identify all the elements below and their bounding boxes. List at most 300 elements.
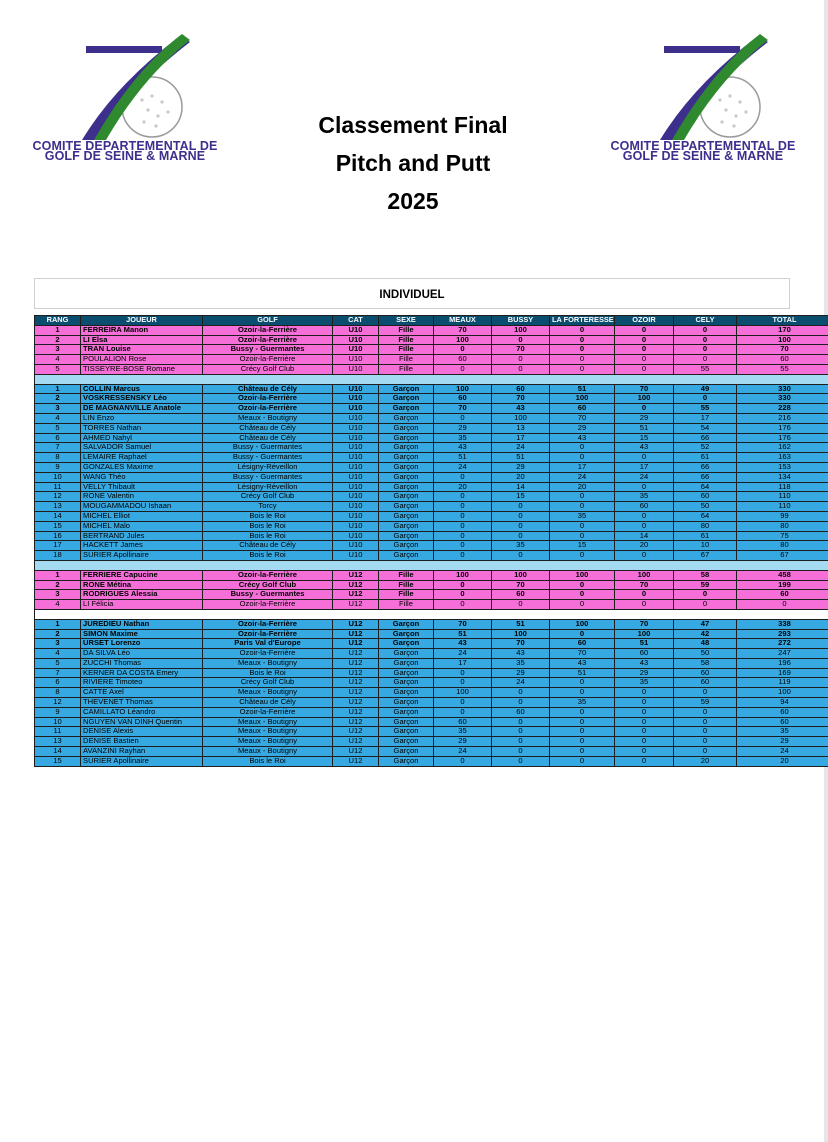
table-cell: 50 bbox=[674, 502, 737, 512]
table-row bbox=[35, 698, 828, 708]
table-cell: 0 bbox=[434, 413, 492, 423]
table-cell: 70 bbox=[615, 580, 674, 590]
group-separator bbox=[35, 560, 828, 570]
table-cell: 170 bbox=[737, 325, 828, 335]
table-cell: 0 bbox=[492, 531, 550, 541]
column-header: CELY bbox=[674, 316, 737, 326]
table-cell: 0 bbox=[434, 600, 492, 610]
table-cell: U12 bbox=[333, 678, 379, 688]
table-cell: 66 bbox=[674, 472, 737, 482]
table-cell: 0 bbox=[550, 551, 615, 561]
table-cell: 0 bbox=[434, 707, 492, 717]
table-cell: 8 bbox=[35, 453, 81, 463]
table-cell: 52 bbox=[674, 443, 737, 453]
column-header: GOLF bbox=[203, 316, 333, 326]
separator-cell bbox=[35, 560, 828, 570]
table-cell: 3 bbox=[35, 404, 81, 414]
table-cell: Château de Cély bbox=[203, 541, 333, 551]
table-cell: 24 bbox=[737, 747, 828, 757]
table-cell: 15 bbox=[35, 521, 81, 531]
table-cell: RONE Métina bbox=[81, 580, 203, 590]
title-line2: Pitch and Putt bbox=[335, 150, 491, 176]
table-cell: 0 bbox=[492, 698, 550, 708]
table-cell: 0 bbox=[674, 325, 737, 335]
table-cell: 58 bbox=[674, 570, 737, 580]
table-cell: 100 bbox=[492, 413, 550, 423]
table-cell: 4 bbox=[35, 600, 81, 610]
table-cell: 13 bbox=[492, 423, 550, 433]
table-cell: 1 bbox=[35, 384, 81, 394]
table-cell: 118 bbox=[737, 482, 828, 492]
table-cell: Ozoir-la-Ferrière bbox=[203, 649, 333, 659]
table-cell: Garçon bbox=[379, 404, 434, 414]
table-cell: 17 bbox=[434, 658, 492, 668]
table-cell: Garçon bbox=[379, 649, 434, 659]
table-cell: U12 bbox=[333, 688, 379, 698]
table-cell: U10 bbox=[333, 443, 379, 453]
table-cell: 1 bbox=[35, 570, 81, 580]
table-cell: 0 bbox=[434, 521, 492, 531]
table-cell: Bois le Roi bbox=[203, 756, 333, 766]
table-cell: 60 bbox=[550, 404, 615, 414]
table-cell: Bois le Roi bbox=[203, 668, 333, 678]
table-row bbox=[35, 482, 828, 492]
table-cell: U10 bbox=[333, 462, 379, 472]
logo-caption-line2: GOLF DE SEINE & MARNE bbox=[622, 149, 784, 163]
table-cell: 43 bbox=[434, 639, 492, 649]
table-cell: 49 bbox=[674, 384, 737, 394]
table-cell: GONZALES Maxime bbox=[81, 462, 203, 472]
table-cell: U10 bbox=[333, 384, 379, 394]
table-cell: 59 bbox=[674, 698, 737, 708]
table-row bbox=[35, 649, 828, 659]
column-header: CAT bbox=[333, 316, 379, 326]
table-cell: 47 bbox=[674, 619, 737, 629]
table-cell: Lésigny-Réveillon bbox=[203, 482, 333, 492]
table-cell: U10 bbox=[333, 453, 379, 463]
table-cell: Garçon bbox=[379, 482, 434, 492]
table-cell: Garçon bbox=[379, 511, 434, 521]
table-cell: Fille bbox=[379, 355, 434, 365]
committee-logo-right bbox=[608, 30, 798, 170]
table-cell: 196 bbox=[737, 658, 828, 668]
table-cell: 17 bbox=[615, 462, 674, 472]
table-cell: 7 bbox=[35, 443, 81, 453]
table-cell: U12 bbox=[333, 737, 379, 747]
table-cell: Ozoir-la-Ferrière bbox=[203, 325, 333, 335]
table-cell: 12 bbox=[35, 698, 81, 708]
table-cell: 100 bbox=[434, 335, 492, 345]
table-cell: 20 bbox=[492, 472, 550, 482]
table-row bbox=[35, 521, 828, 531]
table-cell: TRAN Louise bbox=[81, 345, 203, 355]
table-cell: 18 bbox=[35, 551, 81, 561]
table-cell: 29 bbox=[434, 737, 492, 747]
logo-caption bbox=[608, 141, 798, 161]
table-cell: 55 bbox=[737, 364, 828, 374]
table-cell: 4 bbox=[35, 413, 81, 423]
table-cell: 3 bbox=[35, 590, 81, 600]
table-cell: Garçon bbox=[379, 423, 434, 433]
table-cell: 0 bbox=[492, 747, 550, 757]
table-row bbox=[35, 727, 828, 737]
table-cell: U10 bbox=[333, 482, 379, 492]
table-cell: 0 bbox=[674, 717, 737, 727]
table-cell: Bussy - Guermantes bbox=[203, 472, 333, 482]
table-cell: 15 bbox=[35, 756, 81, 766]
table-cell: Meaux - Boutigny bbox=[203, 747, 333, 757]
table-cell: 0 bbox=[674, 600, 737, 610]
table-cell: 60 bbox=[550, 639, 615, 649]
table-cell: 17 bbox=[550, 462, 615, 472]
table-cell: 60 bbox=[434, 717, 492, 727]
table-cell: 0 bbox=[550, 443, 615, 453]
table-cell: 293 bbox=[737, 629, 828, 639]
table-cell: U12 bbox=[333, 600, 379, 610]
table-row bbox=[35, 639, 828, 649]
table-cell: 100 bbox=[492, 570, 550, 580]
table-cell: 70 bbox=[737, 345, 828, 355]
table-row bbox=[35, 619, 828, 629]
table-cell: Fille bbox=[379, 600, 434, 610]
table-cell: Ozoir-la-Ferrière bbox=[203, 600, 333, 610]
table-cell: 29 bbox=[615, 413, 674, 423]
table-cell: AVANZINI Rayhan bbox=[81, 747, 203, 757]
standings-table bbox=[34, 315, 828, 767]
table-cell: 60 bbox=[674, 492, 737, 502]
table-cell: DENISE Alexis bbox=[81, 727, 203, 737]
table-cell: 80 bbox=[737, 541, 828, 551]
table-cell: 60 bbox=[434, 394, 492, 404]
table-cell: 0 bbox=[615, 747, 674, 757]
table-cell: Bois le Roi bbox=[203, 551, 333, 561]
table-cell: 0 bbox=[615, 404, 674, 414]
table-cell: 162 bbox=[737, 443, 828, 453]
table-cell: 67 bbox=[737, 551, 828, 561]
table-cell: 0 bbox=[434, 551, 492, 561]
table-cell: POULALION Rose bbox=[81, 355, 203, 365]
table-cell: 15 bbox=[615, 433, 674, 443]
table-cell: 17 bbox=[674, 413, 737, 423]
table-cell: 0 bbox=[434, 580, 492, 590]
table-cell: Crécy Golf Club bbox=[203, 364, 333, 374]
table-cell: 60 bbox=[615, 649, 674, 659]
table-row bbox=[35, 492, 828, 502]
table-cell: BERTRAND Jules bbox=[81, 531, 203, 541]
table-cell: 43 bbox=[550, 433, 615, 443]
table-cell: 59 bbox=[674, 580, 737, 590]
table-cell: 80 bbox=[737, 521, 828, 531]
table-cell: U10 bbox=[333, 345, 379, 355]
table-cell: U12 bbox=[333, 668, 379, 678]
table-row bbox=[35, 394, 828, 404]
table-cell: Garçon bbox=[379, 727, 434, 737]
table-cell: 50 bbox=[674, 649, 737, 659]
table-cell: 0 bbox=[550, 707, 615, 717]
table-cell: 58 bbox=[674, 658, 737, 668]
table-cell: Château de Cély bbox=[203, 433, 333, 443]
table-cell: 8 bbox=[35, 688, 81, 698]
table-cell: 330 bbox=[737, 384, 828, 394]
table-cell: 35 bbox=[550, 698, 615, 708]
table-cell: 0 bbox=[550, 345, 615, 355]
table-cell: FERREIRA Manon bbox=[81, 325, 203, 335]
column-header: TOTAL bbox=[737, 316, 828, 326]
table-cell: 0 bbox=[615, 600, 674, 610]
table-cell: U10 bbox=[333, 551, 379, 561]
table-cell: 0 bbox=[615, 511, 674, 521]
table-row bbox=[35, 629, 828, 639]
title-line3: 2025 bbox=[387, 188, 439, 214]
table-cell: 9 bbox=[35, 707, 81, 717]
table-cell: DENISE Bastien bbox=[81, 737, 203, 747]
table-cell: 0 bbox=[434, 345, 492, 355]
table-cell: 0 bbox=[550, 364, 615, 374]
table-cell: U12 bbox=[333, 590, 379, 600]
table-cell: Meaux - Boutigny bbox=[203, 413, 333, 423]
table-cell: 110 bbox=[737, 502, 828, 512]
logo-caption-line1: COMITE DEPARTEMENTAL DE bbox=[610, 139, 796, 153]
table-cell: 43 bbox=[434, 443, 492, 453]
table-row bbox=[35, 423, 828, 433]
table-cell: 0 bbox=[492, 688, 550, 698]
table-row bbox=[35, 384, 828, 394]
table-cell: 0 bbox=[615, 345, 674, 355]
table-cell: Garçon bbox=[379, 688, 434, 698]
table-cell: 43 bbox=[492, 649, 550, 659]
table-cell: 64 bbox=[674, 482, 737, 492]
table-cell: MOUGAMMADOU Ishaan bbox=[81, 502, 203, 512]
table-row bbox=[35, 668, 828, 678]
table-cell: 11 bbox=[35, 482, 81, 492]
table-cell: 100 bbox=[550, 570, 615, 580]
table-row bbox=[35, 345, 828, 355]
table-cell: 43 bbox=[492, 404, 550, 414]
table-cell: TISSEYRE-BOSE Romane bbox=[81, 364, 203, 374]
table-cell: 0 bbox=[492, 335, 550, 345]
table-cell: U12 bbox=[333, 570, 379, 580]
table-cell: U12 bbox=[333, 707, 379, 717]
table-cell: 0 bbox=[434, 511, 492, 521]
table-cell: Paris Val d'Europe bbox=[203, 639, 333, 649]
table-row bbox=[35, 580, 828, 590]
table-cell: 12 bbox=[35, 492, 81, 502]
table-cell: 24 bbox=[615, 472, 674, 482]
page-title bbox=[240, 106, 586, 220]
table-cell: 61 bbox=[674, 531, 737, 541]
table-cell: SURIER Apollinaire bbox=[81, 551, 203, 561]
table-cell: 7 bbox=[35, 668, 81, 678]
table-cell: 60 bbox=[492, 707, 550, 717]
table-cell: U12 bbox=[333, 619, 379, 629]
table-cell: Garçon bbox=[379, 453, 434, 463]
table-cell: Crécy Golf Club bbox=[203, 492, 333, 502]
table-cell: 100 bbox=[434, 570, 492, 580]
table-cell: Bussy - Guermantes bbox=[203, 443, 333, 453]
table-row bbox=[35, 335, 828, 345]
table-cell: 119 bbox=[737, 678, 828, 688]
table-cell: 169 bbox=[737, 668, 828, 678]
table-cell: 0 bbox=[550, 590, 615, 600]
column-header: OZOIR bbox=[615, 316, 674, 326]
table-row bbox=[35, 747, 828, 757]
table-cell: Bussy - Guermantes bbox=[203, 453, 333, 463]
table-cell: 176 bbox=[737, 423, 828, 433]
table-cell: U10 bbox=[333, 492, 379, 502]
table-cell: 2 bbox=[35, 629, 81, 639]
title-line1: Classement Final bbox=[318, 112, 508, 138]
table-cell: U10 bbox=[333, 355, 379, 365]
header-row bbox=[35, 316, 828, 326]
table-row bbox=[35, 453, 828, 463]
table-cell: 60 bbox=[492, 384, 550, 394]
table-cell: 14 bbox=[35, 747, 81, 757]
table-cell: 153 bbox=[737, 462, 828, 472]
table-cell: 35 bbox=[492, 658, 550, 668]
table-cell: 6 bbox=[35, 433, 81, 443]
table-cell: 0 bbox=[615, 482, 674, 492]
table-cell: 0 bbox=[434, 364, 492, 374]
table-cell: Garçon bbox=[379, 443, 434, 453]
table-cell: Crécy Golf Club bbox=[203, 580, 333, 590]
table-cell: U10 bbox=[333, 423, 379, 433]
table-cell: 70 bbox=[492, 639, 550, 649]
table-cell: 20 bbox=[737, 756, 828, 766]
table-cell: 330 bbox=[737, 394, 828, 404]
table-cell: ZUCCHI Thomas bbox=[81, 658, 203, 668]
table-cell: 70 bbox=[434, 404, 492, 414]
table-cell: 0 bbox=[615, 325, 674, 335]
table-cell: Fille bbox=[379, 580, 434, 590]
table-cell: 0 bbox=[615, 551, 674, 561]
table-cell: Garçon bbox=[379, 384, 434, 394]
table-cell: U10 bbox=[333, 394, 379, 404]
table-cell: 0 bbox=[492, 511, 550, 521]
table-cell: U12 bbox=[333, 580, 379, 590]
table-cell: JUREDIEU Nathan bbox=[81, 619, 203, 629]
table-row bbox=[35, 551, 828, 561]
table-row bbox=[35, 472, 828, 482]
table-cell: 14 bbox=[492, 482, 550, 492]
table-cell: 100 bbox=[737, 688, 828, 698]
table-cell: 60 bbox=[674, 678, 737, 688]
table-row bbox=[35, 570, 828, 580]
table-cell: RIVIERE Timoteo bbox=[81, 678, 203, 688]
table-cell: 70 bbox=[434, 325, 492, 335]
table-cell: 51 bbox=[550, 384, 615, 394]
table-cell: 94 bbox=[737, 698, 828, 708]
table-cell: Ozoir-la-Ferrière bbox=[203, 570, 333, 580]
table-cell: 0 bbox=[492, 717, 550, 727]
table-cell: 1 bbox=[35, 325, 81, 335]
table-cell: 0 bbox=[434, 590, 492, 600]
table-row bbox=[35, 413, 828, 423]
table-cell: U10 bbox=[333, 511, 379, 521]
table-cell: 42 bbox=[674, 629, 737, 639]
table-row bbox=[35, 443, 828, 453]
table-row bbox=[35, 462, 828, 472]
table-cell: 0 bbox=[492, 502, 550, 512]
table-cell: LIN Enzo bbox=[81, 413, 203, 423]
table-cell: 55 bbox=[674, 364, 737, 374]
table-cell: AHMED Nahyl bbox=[81, 433, 203, 443]
table-cell: 0 bbox=[434, 492, 492, 502]
table-cell: 0 bbox=[434, 531, 492, 541]
table-cell: 0 bbox=[615, 355, 674, 365]
column-header: RANG bbox=[35, 316, 81, 326]
table-cell: 4 bbox=[35, 649, 81, 659]
table-cell: 51 bbox=[434, 629, 492, 639]
table-cell: HACKETT James bbox=[81, 541, 203, 551]
table-cell: 48 bbox=[674, 639, 737, 649]
table-cell: 0 bbox=[674, 590, 737, 600]
table-cell: 24 bbox=[492, 443, 550, 453]
table-cell: U10 bbox=[333, 404, 379, 414]
table-cell: Garçon bbox=[379, 629, 434, 639]
table-cell: 2 bbox=[35, 394, 81, 404]
table-cell: 70 bbox=[492, 394, 550, 404]
table-row bbox=[35, 325, 828, 335]
column-header: MEAUX bbox=[434, 316, 492, 326]
table-cell: 100 bbox=[550, 394, 615, 404]
table-cell: 70 bbox=[615, 619, 674, 629]
table-cell: 35 bbox=[615, 492, 674, 502]
table-cell: 70 bbox=[615, 384, 674, 394]
table-cell: 43 bbox=[615, 658, 674, 668]
table-cell: 0 bbox=[674, 335, 737, 345]
table-cell: Garçon bbox=[379, 492, 434, 502]
logo-emblem-icon bbox=[30, 30, 220, 142]
table-cell: Garçon bbox=[379, 668, 434, 678]
table-cell: 0 bbox=[492, 600, 550, 610]
table-cell: 5 bbox=[35, 423, 81, 433]
table-cell: 0 bbox=[550, 600, 615, 610]
table-cell: 35 bbox=[737, 727, 828, 737]
table-cell: 100 bbox=[615, 394, 674, 404]
table-row bbox=[35, 678, 828, 688]
table-cell: 29 bbox=[615, 668, 674, 678]
table-cell: 35 bbox=[492, 541, 550, 551]
table-cell: 0 bbox=[615, 737, 674, 747]
table-cell: 0 bbox=[674, 737, 737, 747]
table-cell: 20 bbox=[615, 541, 674, 551]
table-cell: 2 bbox=[35, 580, 81, 590]
table-cell: Château de Cély bbox=[203, 384, 333, 394]
table-cell: 29 bbox=[434, 423, 492, 433]
table-cell: 247 bbox=[737, 649, 828, 659]
table-cell: 5 bbox=[35, 658, 81, 668]
table-cell: VOSKRESSENSKY Léo bbox=[81, 394, 203, 404]
table-cell: 15 bbox=[550, 541, 615, 551]
table-cell: SIMON Maxime bbox=[81, 629, 203, 639]
table-cell: 75 bbox=[737, 531, 828, 541]
table-cell: 0 bbox=[550, 502, 615, 512]
table-cell: 60 bbox=[674, 668, 737, 678]
table-cell: 11 bbox=[35, 727, 81, 737]
table-cell: Garçon bbox=[379, 658, 434, 668]
table-cell: 0 bbox=[550, 325, 615, 335]
table-cell: Garçon bbox=[379, 678, 434, 688]
table-cell: 0 bbox=[615, 335, 674, 345]
table-cell: Ozoir-la-Ferrière bbox=[203, 404, 333, 414]
table-cell: Meaux - Boutigny bbox=[203, 727, 333, 737]
table-cell: 43 bbox=[550, 658, 615, 668]
table-cell: MICHEL Elliot bbox=[81, 511, 203, 521]
table-cell: 4 bbox=[35, 355, 81, 365]
table-row bbox=[35, 404, 828, 414]
table-cell: Ozoir-la-Ferrière bbox=[203, 619, 333, 629]
table-cell: 0 bbox=[615, 717, 674, 727]
